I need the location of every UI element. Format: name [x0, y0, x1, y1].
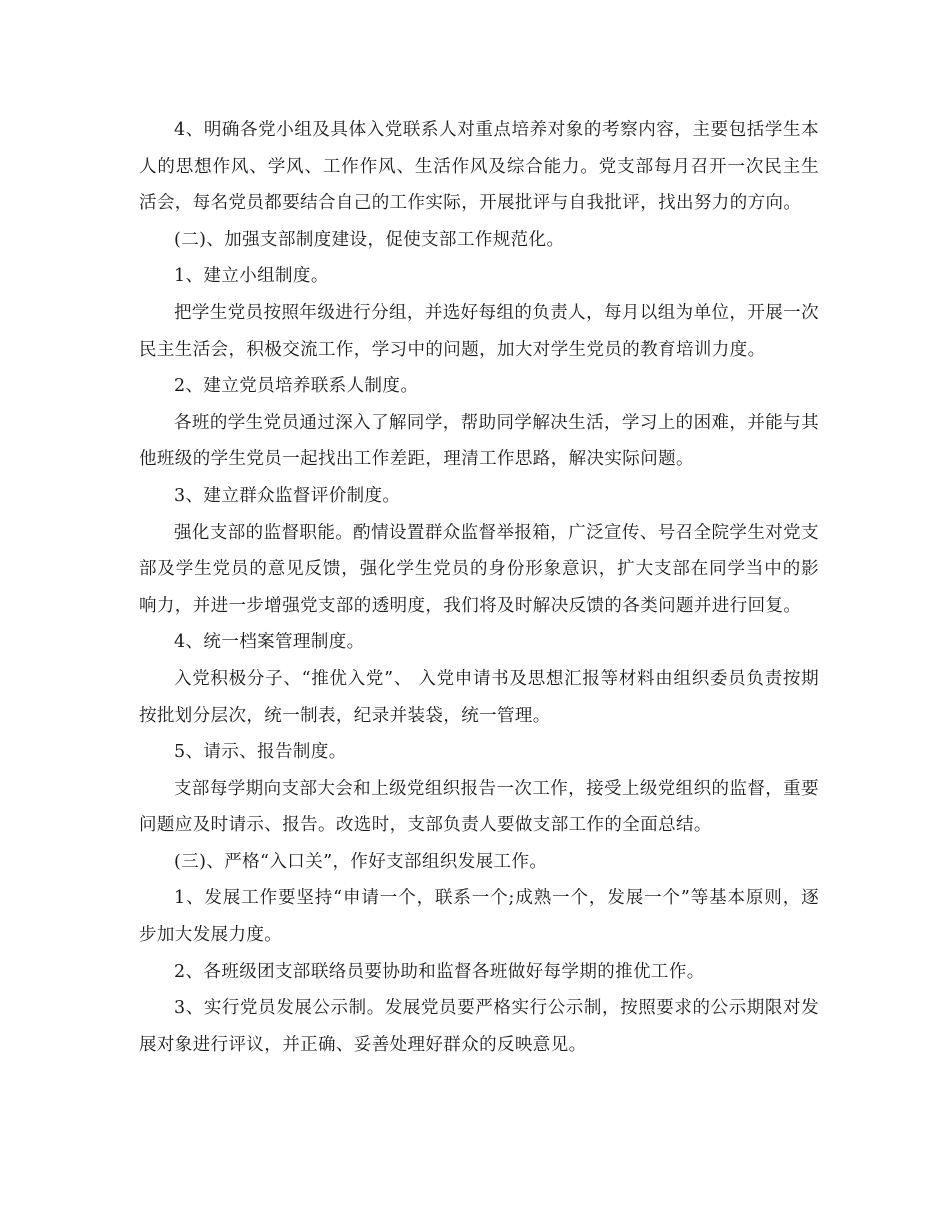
paragraph-group-system: 把学生党员按照年级进行分组，并选好每组的负责人，每月以组为单位，开展一次民主生活会，积极交流工作，学习中的问题，加大对学生党员的教育培训力度。: [139, 302, 819, 360]
paragraph-report: 支部每学期向支部大会和上级党组织报告一次工作，接受上级党组织的监督，重要问题应及时请示、报告。改选时，支部负责人要做支部工作的全面总结。: [139, 778, 819, 836]
paragraph-publicity: 3、实行党员发展公示制。发展党员要严格实行公示制，按照要求的公示期限对发展对象进行评议，并正确、妥善处理好群众的反映意见。: [139, 998, 819, 1055]
item-heading-1: 1、建立小组制度。: [174, 266, 329, 287]
section-heading-3: (三)、严格“入口关”，作好支部组织发展工作。: [174, 851, 548, 872]
item-heading-2: 2、建立党员培养联系人制度。: [174, 376, 419, 397]
item-heading-5: 5、请示、报告制度。: [174, 742, 347, 763]
section-heading-2: (二)、加强支部制度建设，促使支部工作规范化。: [174, 229, 565, 250]
paragraph-recommend: 2、各班级团支部联络员要协助和监督各班做好每学期的推优工作。: [174, 961, 705, 982]
paragraph-contact-system: 各班的学生党员通过深入了解同学，帮助同学解决生活，学习上的困难，并能与其他班级的学生党员一起找出工作差距，理清工作思路，解决实际问题。: [139, 412, 819, 470]
document-page: [139, 112, 819, 1063]
item-heading-3: 3、建立群众监督评价制度。: [174, 485, 401, 506]
paragraph-principle: 1、发展工作要坚持“申请一个，联系一个;成熟一个，发展一个”等基本原则，逐步加大发展力度。: [139, 888, 819, 946]
paragraph-1: 4、明确各党小组及具体入党联系人对重点培养对象的考察内容，主要包括学生本人的思想作风、学风、工作作风、生活作风及综合能力。党支部每月召开一次民主生活会，每名党员都要结合自己的工作实际，开展批评与自我批评，找出努力的方向。: [139, 120, 819, 214]
paragraph-supervision: 强化支部的监督职能。酌情设置群众监督举报箱，广泛宣传、号召全院学生对党支部及学生党员的意见反馈，强化学生党员的身份形象意识，扩大支部在同学当中的影响力，并进一步增强党支部的透明度，我们将及时解决反馈的各类问题并进行回复。: [139, 522, 819, 616]
paragraph-archive: 入党积极分子、“推优入党”、 入党申请书及思想汇报等材料由组织委员负责按期按批划分层次，统一制表，纪录并装袋，统一管理。: [139, 668, 819, 726]
item-heading-4: 4、统一档案管理制度。: [174, 632, 365, 653]
